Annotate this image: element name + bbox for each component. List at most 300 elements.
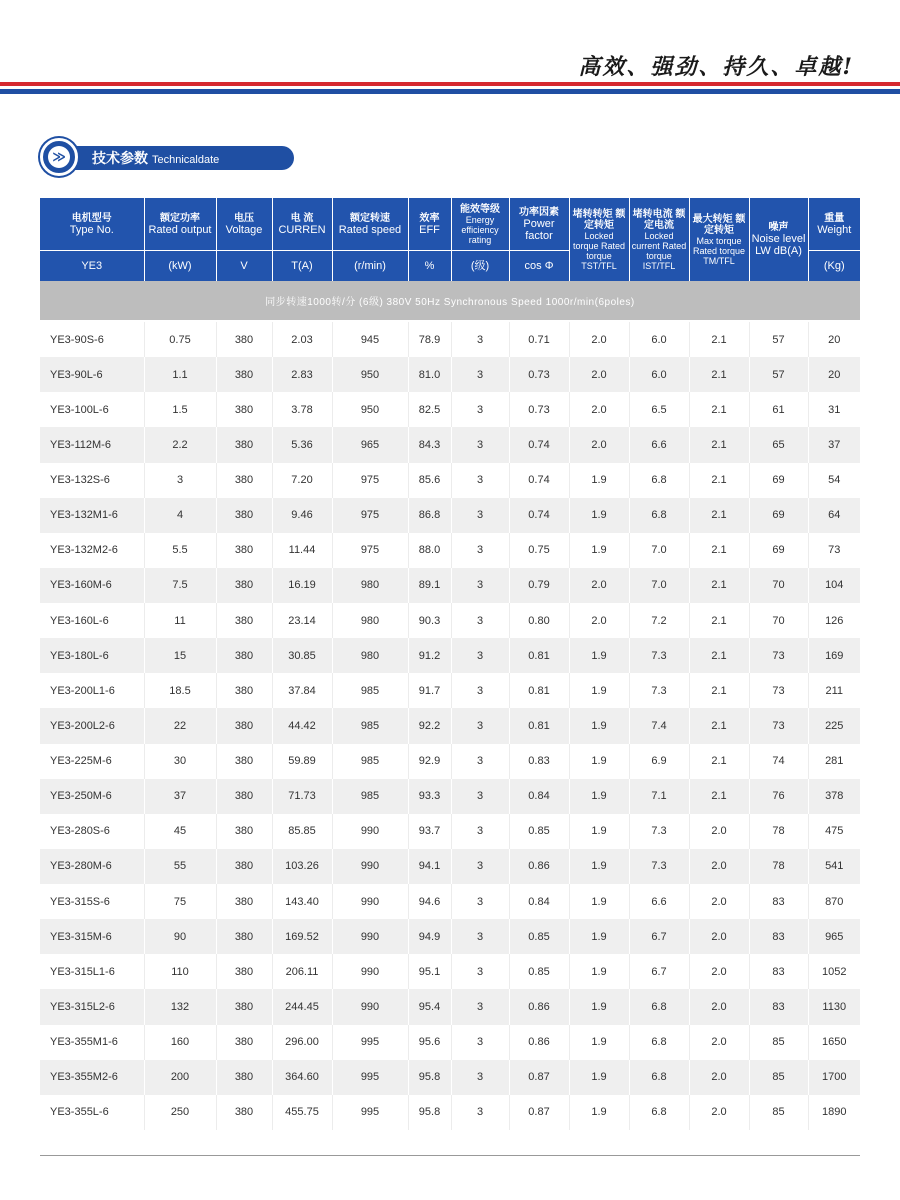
cell-current: 7.20 [272, 463, 332, 498]
cell-efficiency: 92.9 [408, 744, 451, 779]
cell-voltage: 380 [216, 638, 272, 673]
cell-efficiency: 81.0 [408, 357, 451, 392]
cell-voltage: 380 [216, 427, 272, 462]
cell-max-torque: 2.1 [689, 427, 749, 462]
table-row [40, 673, 860, 708]
cell-weight: 31 [808, 392, 860, 427]
cell-locked-current: 7.3 [629, 814, 689, 849]
section-title [92, 148, 219, 168]
cell-voltage: 380 [216, 989, 272, 1024]
cell-rated-output: 15 [144, 638, 216, 673]
spec-table [40, 198, 860, 1130]
cell-current: 296.00 [272, 1025, 332, 1060]
cell-energy-rating: 3 [451, 779, 509, 814]
table-row [40, 357, 860, 392]
cell-max-torque: 2.0 [689, 849, 749, 884]
cell-efficiency: 78.9 [408, 321, 451, 357]
cell-locked-current: 7.0 [629, 568, 689, 603]
cell-current: 37.84 [272, 673, 332, 708]
cell-model: YE3-132M2-6 [40, 533, 144, 568]
cell-weight: 20 [808, 321, 860, 357]
cell-max-torque: 2.1 [689, 568, 749, 603]
cell-locked-torque: 2.0 [569, 321, 629, 357]
cell-energy-rating: 3 [451, 673, 509, 708]
cell-weight: 1700 [808, 1060, 860, 1095]
cell-model: YE3-315L1-6 [40, 954, 144, 989]
cell-locked-current: 7.0 [629, 533, 689, 568]
cell-rated-speed: 975 [332, 498, 408, 533]
table-row [40, 321, 860, 357]
slogan: 高效、强劲、持久、卓越! [578, 54, 854, 80]
cell-current: 85.85 [272, 814, 332, 849]
cell-weight: 378 [808, 779, 860, 814]
cell-power-factor: 0.84 [509, 884, 569, 919]
cell-efficiency: 93.3 [408, 779, 451, 814]
cell-energy-rating: 3 [451, 744, 509, 779]
cell-weight: 126 [808, 603, 860, 638]
cell-efficiency: 82.5 [408, 392, 451, 427]
cell-current: 206.11 [272, 954, 332, 989]
cell-noise: 78 [749, 849, 808, 884]
cell-energy-rating: 3 [451, 568, 509, 603]
cell-current: 11.44 [272, 533, 332, 568]
cell-max-torque: 2.1 [689, 357, 749, 392]
cell-weight: 169 [808, 638, 860, 673]
cell-model: YE3-160M-6 [40, 568, 144, 603]
table-row [40, 533, 860, 568]
cell-locked-current: 7.3 [629, 673, 689, 708]
cell-model: YE3-280S-6 [40, 814, 144, 849]
cell-current: 103.26 [272, 849, 332, 884]
cell-locked-current: 7.2 [629, 603, 689, 638]
cell-noise: 57 [749, 357, 808, 392]
header-noise: 噪声 Noise level LW dB(A) [749, 198, 808, 281]
unit-voltage: V [216, 251, 272, 282]
cell-max-torque: 2.1 [689, 638, 749, 673]
cell-rated-speed: 975 [332, 533, 408, 568]
cell-rated-speed: 980 [332, 638, 408, 673]
header-efficiency: 效率 EFF [408, 198, 451, 251]
cell-rated-output: 0.75 [144, 321, 216, 357]
cell-rated-output: 132 [144, 989, 216, 1024]
table-bottom-rule [40, 1155, 860, 1156]
cell-weight: 64 [808, 498, 860, 533]
table-row [40, 919, 860, 954]
cell-noise: 61 [749, 392, 808, 427]
cell-efficiency: 94.6 [408, 884, 451, 919]
cell-max-torque: 2.1 [689, 603, 749, 638]
cell-efficiency: 85.6 [408, 463, 451, 498]
cell-voltage: 380 [216, 321, 272, 357]
cell-locked-torque: 1.9 [569, 919, 629, 954]
cell-power-factor: 0.84 [509, 779, 569, 814]
cell-energy-rating: 3 [451, 884, 509, 919]
cell-rated-output: 3 [144, 463, 216, 498]
cell-weight: 1052 [808, 954, 860, 989]
cell-current: 143.40 [272, 884, 332, 919]
cell-locked-current: 6.7 [629, 954, 689, 989]
cell-noise: 85 [749, 1060, 808, 1095]
cell-power-factor: 0.86 [509, 849, 569, 884]
cell-current: 455.75 [272, 1095, 332, 1130]
cell-weight: 475 [808, 814, 860, 849]
cell-max-torque: 2.1 [689, 533, 749, 568]
cell-model: YE3-180L-6 [40, 638, 144, 673]
table-row [40, 954, 860, 989]
cell-noise: 85 [749, 1025, 808, 1060]
cell-efficiency: 94.9 [408, 919, 451, 954]
cell-energy-rating: 3 [451, 638, 509, 673]
cell-locked-current: 6.8 [629, 1025, 689, 1060]
cell-power-factor: 0.87 [509, 1060, 569, 1095]
table-row [40, 568, 860, 603]
cell-power-factor: 0.74 [509, 498, 569, 533]
table-row [40, 744, 860, 779]
cell-current: 16.19 [272, 568, 332, 603]
cell-max-torque: 2.0 [689, 884, 749, 919]
cell-noise: 69 [749, 463, 808, 498]
cell-efficiency: 84.3 [408, 427, 451, 462]
cell-voltage: 380 [216, 603, 272, 638]
cell-rated-speed: 980 [332, 568, 408, 603]
cell-current: 30.85 [272, 638, 332, 673]
cell-energy-rating: 3 [451, 533, 509, 568]
cell-voltage: 380 [216, 392, 272, 427]
table-row [40, 498, 860, 533]
cell-model: YE3-90L-6 [40, 357, 144, 392]
cell-rated-speed: 995 [332, 1095, 408, 1130]
cell-locked-torque: 1.9 [569, 533, 629, 568]
cell-rated-output: 11 [144, 603, 216, 638]
speed-band-label: 同步转速1000转/分 (6级) 380V 50Hz Synchronous Speed 1000r/min(6poles) [40, 281, 860, 321]
cell-voltage: 380 [216, 568, 272, 603]
cell-weight: 870 [808, 884, 860, 919]
cell-weight: 541 [808, 849, 860, 884]
table-row [40, 1025, 860, 1060]
cell-locked-torque: 1.9 [569, 954, 629, 989]
header-power-factor: 功率因素 Power factor [509, 198, 569, 251]
section-header-badge [40, 138, 78, 176]
cell-efficiency: 95.8 [408, 1060, 451, 1095]
cell-power-factor: 0.79 [509, 568, 569, 603]
cell-model: YE3-315M-6 [40, 919, 144, 954]
cell-weight: 104 [808, 568, 860, 603]
cell-model: YE3-355M2-6 [40, 1060, 144, 1095]
cell-noise: 83 [749, 884, 808, 919]
cell-model: YE3-160L-6 [40, 603, 144, 638]
cell-rated-speed: 975 [332, 463, 408, 498]
cell-energy-rating: 3 [451, 603, 509, 638]
cell-power-factor: 0.80 [509, 603, 569, 638]
cell-max-torque: 2.1 [689, 708, 749, 743]
cell-locked-torque: 1.9 [569, 638, 629, 673]
cell-weight: 54 [808, 463, 860, 498]
cell-noise: 73 [749, 673, 808, 708]
cell-rated-output: 75 [144, 884, 216, 919]
cell-model: YE3-132M1-6 [40, 498, 144, 533]
cell-power-factor: 0.86 [509, 989, 569, 1024]
cell-locked-current: 6.0 [629, 321, 689, 357]
header-stripe-blue [0, 89, 900, 94]
table-row [40, 1095, 860, 1130]
cell-noise: 74 [749, 744, 808, 779]
cell-max-torque: 2.1 [689, 498, 749, 533]
cell-locked-current: 6.8 [629, 989, 689, 1024]
cell-rated-output: 55 [144, 849, 216, 884]
cell-noise: 65 [749, 427, 808, 462]
cell-locked-current: 7.3 [629, 638, 689, 673]
table-row [40, 392, 860, 427]
cell-rated-output: 200 [144, 1060, 216, 1095]
cell-efficiency: 95.1 [408, 954, 451, 989]
unit-rated-speed: (r/min) [332, 251, 408, 282]
cell-rated-output: 250 [144, 1095, 216, 1130]
cell-voltage: 380 [216, 744, 272, 779]
cell-power-factor: 0.86 [509, 1025, 569, 1060]
cell-power-factor: 0.74 [509, 427, 569, 462]
header-weight: 重量 Weight [808, 198, 860, 251]
header-locked-torque: 堵转转矩 额定转矩 Locked torque Rated torque TST/TFL [569, 198, 629, 281]
cell-voltage: 380 [216, 533, 272, 568]
double-chevron-right-icon: ≫ [48, 146, 70, 168]
cell-model: YE3-200L2-6 [40, 708, 144, 743]
cell-current: 244.45 [272, 989, 332, 1024]
cell-power-factor: 0.71 [509, 321, 569, 357]
cell-energy-rating: 3 [451, 849, 509, 884]
cell-rated-output: 90 [144, 919, 216, 954]
cell-current: 2.83 [272, 357, 332, 392]
cell-power-factor: 0.75 [509, 533, 569, 568]
cell-noise: 70 [749, 568, 808, 603]
cell-weight: 1650 [808, 1025, 860, 1060]
cell-current: 59.89 [272, 744, 332, 779]
cell-rated-output: 1.5 [144, 392, 216, 427]
table-row [40, 1060, 860, 1095]
cell-efficiency: 88.0 [408, 533, 451, 568]
cell-power-factor: 0.73 [509, 357, 569, 392]
cell-rated-output: 5.5 [144, 533, 216, 568]
cell-locked-current: 6.8 [629, 1060, 689, 1095]
cell-efficiency: 95.8 [408, 1095, 451, 1130]
cell-current: 364.60 [272, 1060, 332, 1095]
section-header [40, 138, 294, 176]
cell-locked-current: 6.0 [629, 357, 689, 392]
cell-power-factor: 0.85 [509, 919, 569, 954]
cell-max-torque: 2.0 [689, 919, 749, 954]
cell-rated-output: 18.5 [144, 673, 216, 708]
cell-current: 3.78 [272, 392, 332, 427]
cell-noise: 85 [749, 1095, 808, 1130]
table-row [40, 989, 860, 1024]
cell-locked-current: 7.3 [629, 849, 689, 884]
cell-voltage: 380 [216, 1025, 272, 1060]
table-row [40, 427, 860, 462]
table-row [40, 884, 860, 919]
cell-current: 5.36 [272, 427, 332, 462]
cell-weight: 1890 [808, 1095, 860, 1130]
unit-power-factor: cos Φ [509, 251, 569, 282]
table-row [40, 779, 860, 814]
cell-power-factor: 0.81 [509, 708, 569, 743]
cell-energy-rating: 3 [451, 989, 509, 1024]
cell-model: YE3-355L-6 [40, 1095, 144, 1130]
unit-weight: (Kg) [808, 251, 860, 282]
cell-efficiency: 91.7 [408, 673, 451, 708]
cell-noise: 73 [749, 708, 808, 743]
cell-energy-rating: 3 [451, 357, 509, 392]
cell-rated-speed: 990 [332, 814, 408, 849]
cell-max-torque: 2.1 [689, 673, 749, 708]
cell-locked-current: 6.6 [629, 884, 689, 919]
cell-rated-speed: 950 [332, 392, 408, 427]
cell-locked-torque: 2.0 [569, 357, 629, 392]
cell-power-factor: 0.73 [509, 392, 569, 427]
cell-rated-output: 1.1 [144, 357, 216, 392]
cell-model: YE3-100L-6 [40, 392, 144, 427]
header-locked-current: 堵转电流 额定电流 Locked current Rated torque IST/TFL [629, 198, 689, 281]
cell-locked-current: 6.6 [629, 427, 689, 462]
cell-locked-torque: 2.0 [569, 603, 629, 638]
cell-model: YE3-250M-6 [40, 779, 144, 814]
cell-max-torque: 2.0 [689, 1025, 749, 1060]
cell-current: 2.03 [272, 321, 332, 357]
cell-noise: 70 [749, 603, 808, 638]
cell-energy-rating: 3 [451, 708, 509, 743]
cell-noise: 69 [749, 498, 808, 533]
cell-voltage: 380 [216, 919, 272, 954]
cell-voltage: 380 [216, 498, 272, 533]
cell-rated-output: 45 [144, 814, 216, 849]
cell-rated-speed: 985 [332, 708, 408, 743]
cell-voltage: 380 [216, 849, 272, 884]
cell-noise: 83 [749, 954, 808, 989]
cell-rated-speed: 990 [332, 884, 408, 919]
cell-voltage: 380 [216, 708, 272, 743]
cell-noise: 78 [749, 814, 808, 849]
cell-locked-current: 6.5 [629, 392, 689, 427]
cell-weight: 281 [808, 744, 860, 779]
cell-energy-rating: 3 [451, 1025, 509, 1060]
header-max-torque: 最大转矩 额定转矩 Max torque Rated torque TM/TFL [689, 198, 749, 281]
cell-weight: 1130 [808, 989, 860, 1024]
cell-rated-speed: 945 [332, 321, 408, 357]
cell-voltage: 380 [216, 954, 272, 989]
cell-efficiency: 90.3 [408, 603, 451, 638]
cell-model: YE3-200L1-6 [40, 673, 144, 708]
cell-rated-speed: 990 [332, 954, 408, 989]
cell-energy-rating: 3 [451, 814, 509, 849]
cell-power-factor: 0.85 [509, 954, 569, 989]
cell-locked-torque: 2.0 [569, 392, 629, 427]
cell-rated-output: 7.5 [144, 568, 216, 603]
cell-rated-output: 37 [144, 779, 216, 814]
cell-locked-torque: 1.9 [569, 989, 629, 1024]
cell-rated-output: 4 [144, 498, 216, 533]
cell-rated-speed: 980 [332, 603, 408, 638]
cell-noise: 73 [749, 638, 808, 673]
cell-rated-output: 160 [144, 1025, 216, 1060]
cell-locked-torque: 1.9 [569, 1025, 629, 1060]
cell-locked-torque: 1.9 [569, 1095, 629, 1130]
section-title-en: Technicaldate [152, 154, 220, 166]
header-series: YE3 [40, 251, 144, 282]
cell-locked-torque: 1.9 [569, 884, 629, 919]
cell-weight: 211 [808, 673, 860, 708]
header-rated-speed: 额定转速 Rated speed [332, 198, 408, 251]
cell-locked-torque: 2.0 [569, 427, 629, 462]
cell-max-torque: 2.0 [689, 954, 749, 989]
cell-model: YE3-315L2-6 [40, 989, 144, 1024]
cell-energy-rating: 3 [451, 498, 509, 533]
cell-locked-torque: 1.9 [569, 814, 629, 849]
cell-locked-torque: 2.0 [569, 568, 629, 603]
cell-model: YE3-280M-6 [40, 849, 144, 884]
cell-energy-rating: 3 [451, 1095, 509, 1130]
cell-efficiency: 94.1 [408, 849, 451, 884]
cell-power-factor: 0.85 [509, 814, 569, 849]
cell-efficiency: 95.6 [408, 1025, 451, 1060]
cell-locked-torque: 1.9 [569, 744, 629, 779]
cell-power-factor: 0.87 [509, 1095, 569, 1130]
cell-current: 44.42 [272, 708, 332, 743]
cell-max-torque: 2.1 [689, 779, 749, 814]
cell-locked-current: 6.8 [629, 498, 689, 533]
cell-weight: 965 [808, 919, 860, 954]
cell-efficiency: 93.7 [408, 814, 451, 849]
cell-max-torque: 2.0 [689, 1095, 749, 1130]
header-energy-rating: 能效等级 Energy efficiency rating [451, 198, 509, 251]
cell-locked-torque: 1.9 [569, 779, 629, 814]
cell-efficiency: 95.4 [408, 989, 451, 1024]
cell-noise: 83 [749, 919, 808, 954]
cell-power-factor: 0.74 [509, 463, 569, 498]
cell-rated-output: 2.2 [144, 427, 216, 462]
cell-model: YE3-132S-6 [40, 463, 144, 498]
cell-rated-output: 110 [144, 954, 216, 989]
header-voltage: 电压 Voltage [216, 198, 272, 251]
cell-noise: 76 [749, 779, 808, 814]
table-row [40, 603, 860, 638]
cell-weight: 20 [808, 357, 860, 392]
table-row [40, 708, 860, 743]
cell-efficiency: 86.8 [408, 498, 451, 533]
cell-locked-current: 6.7 [629, 919, 689, 954]
cell-current: 9.46 [272, 498, 332, 533]
cell-locked-torque: 1.9 [569, 463, 629, 498]
cell-rated-output: 30 [144, 744, 216, 779]
unit-rated-output: (kW) [144, 251, 216, 282]
unit-current: T(A) [272, 251, 332, 282]
cell-rated-speed: 990 [332, 989, 408, 1024]
cell-energy-rating: 3 [451, 321, 509, 357]
spec-table-body [40, 281, 860, 1130]
table-row [40, 814, 860, 849]
cell-voltage: 380 [216, 1095, 272, 1130]
cell-rated-speed: 985 [332, 779, 408, 814]
table-row [40, 849, 860, 884]
cell-weight: 37 [808, 427, 860, 462]
cell-weight: 225 [808, 708, 860, 743]
header-row-top [40, 198, 860, 251]
cell-voltage: 380 [216, 357, 272, 392]
cell-rated-speed: 995 [332, 1060, 408, 1095]
cell-max-torque: 2.0 [689, 1060, 749, 1095]
cell-rated-speed: 950 [332, 357, 408, 392]
cell-max-torque: 2.1 [689, 463, 749, 498]
cell-max-torque: 2.1 [689, 321, 749, 357]
cell-locked-current: 6.8 [629, 1095, 689, 1130]
cell-locked-torque: 1.9 [569, 849, 629, 884]
